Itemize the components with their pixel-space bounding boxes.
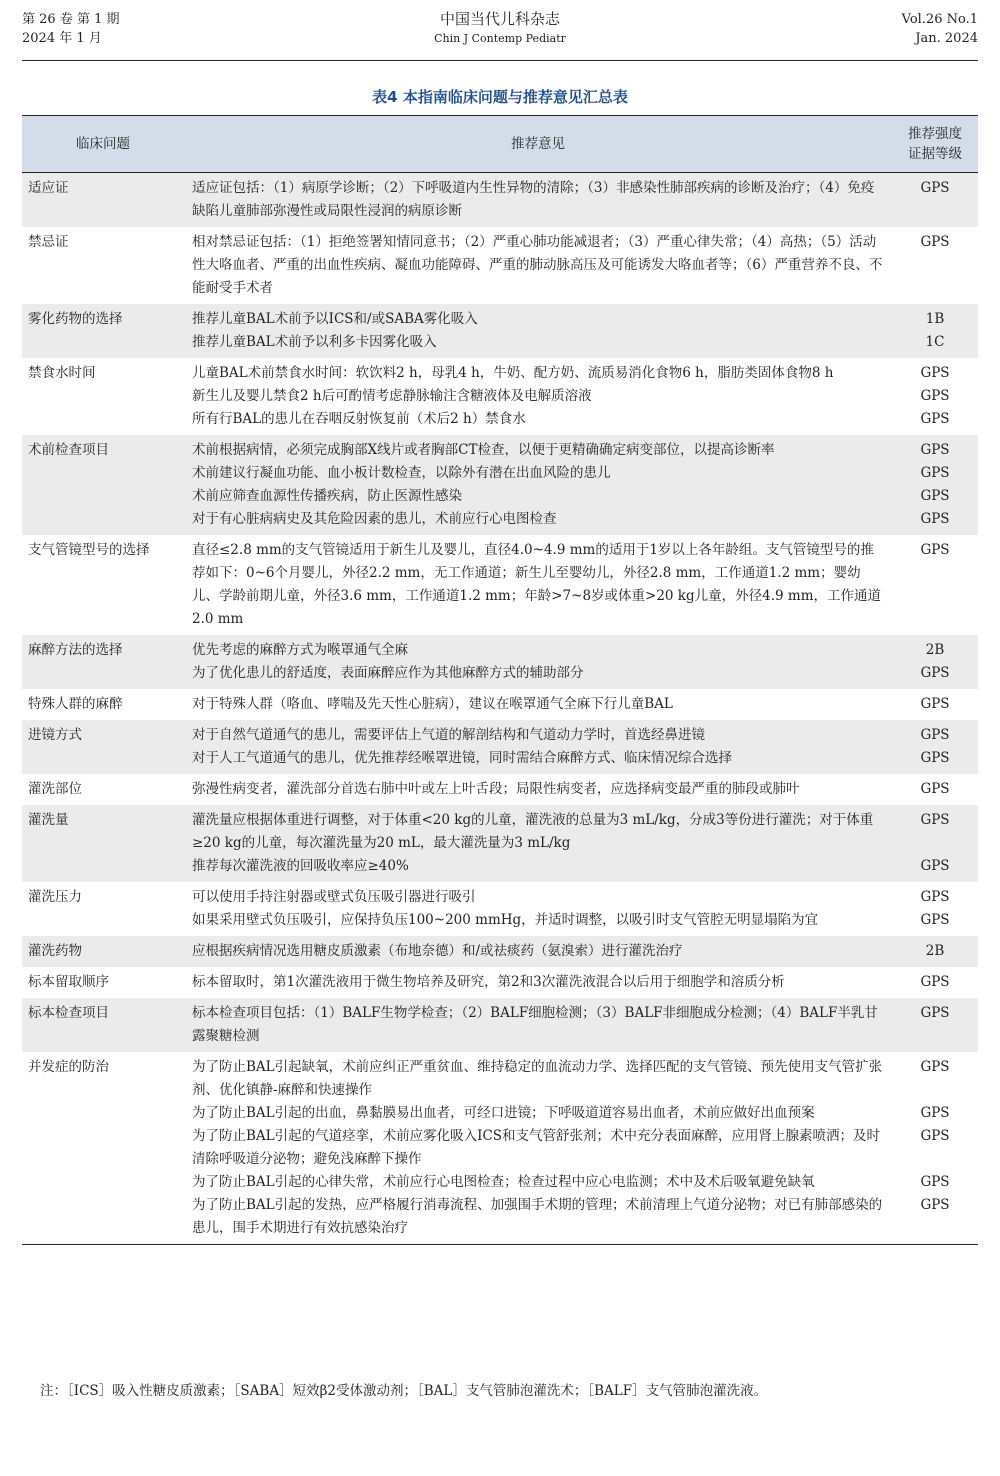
recommendation-text: 对于人工气道通气的患儿，优先推荐经喉罩进镜，同时需结合麻醉方式、临床情况综合选择 <box>192 750 732 766</box>
grade-cell <box>892 998 978 1052</box>
grade-cell <box>892 882 978 936</box>
grade-text: GPS <box>920 180 950 196</box>
grade-cell <box>892 227 978 304</box>
recommendation-cell <box>184 535 892 635</box>
clinical-question: 禁忌证 <box>28 234 69 250</box>
header-question: 临床问题 <box>22 116 184 173</box>
recommendation-cell <box>184 227 892 304</box>
clinical-question: 标本留取顺序 <box>28 974 109 990</box>
clinical-question: 灌洗药物 <box>28 943 82 959</box>
table-footnote: 注：［ICS］吸入性糖皮质激素；［SABA］短效β2受体激动剂；［BAL］支气管肺泡灌洗术；［BALF］支气管肺泡灌洗液。 <box>40 1383 768 1399</box>
recommendation-text: 为了优化患儿的舒适度，表面麻醉应作为其他麻醉方式的辅助部分 <box>192 665 584 681</box>
grade-text: GPS <box>920 727 950 743</box>
grade-text: GPS <box>920 696 950 712</box>
grade-text: GPS <box>920 511 950 527</box>
grade-text: GPS <box>920 365 950 381</box>
grade-text: GPS <box>920 442 950 458</box>
clinical-question: 标本检查项目 <box>28 1005 109 1021</box>
recommendation-text: 术前根据病情，必须完成胸部X线片或者胸部CT检查，以便于更精确确定病变部位，以提高诊断率 <box>192 442 775 458</box>
recommendation-text: 适应证包括：（1）病原学诊断；（2）下呼吸道内生性异物的清除；（3）非感染性肺部疾病的诊断及治疗；（4）免疫缺陷儿童肺部弥漫性或局限性浸润的病原诊断 <box>192 180 875 219</box>
grade-text: 1C <box>925 334 945 350</box>
recommendation-cell <box>184 805 892 882</box>
clinical-question: 麻醉方法的选择 <box>28 642 123 658</box>
grade-text: GPS <box>920 542 950 558</box>
recommendation-text: 弥漫性病变者，灌洗部分首选右肺中叶或左上叶舌段；局限性病变者，应选择病变最严重的肺段或肺叶 <box>192 781 800 797</box>
clinical-question: 灌洗部位 <box>28 781 82 797</box>
date-en: Jan. 2024 <box>915 31 978 46</box>
table-row <box>22 882 978 936</box>
table-row <box>22 358 978 435</box>
grade-text: 2B <box>925 943 945 959</box>
recommendation-cell <box>184 689 892 720</box>
table-row <box>22 720 978 774</box>
grade-text: GPS <box>920 912 950 928</box>
recommendation-text: 对于特殊人群（咯血、哮喘及先天性心脏病），建议在喉罩通气全麻下行儿童BAL <box>192 696 673 712</box>
grade-cell <box>892 358 978 435</box>
recommendation-cell <box>184 635 892 689</box>
recommendation-text: 所有行BAL的患儿在吞咽反射恢复前（术后2 h）禁食水 <box>192 411 526 427</box>
recommendation-text: 标本检查项目包括：（1）BALF生物学检查；（2）BALF细胞检测；（3）BALF非细胞成分检测；（4）BALF半乳甘露聚糖检测 <box>192 1005 878 1044</box>
table-row <box>22 227 978 304</box>
recommendation-text: 儿童BAL术前禁食水时间：软饮料2 h，母乳4 h，牛奶、配方奶、流质易消化食物6 h，脂肪类固体食物8 h <box>192 365 834 381</box>
clinical-question: 并发症的防治 <box>22 1052 184 1245</box>
recommendation-cell <box>184 720 892 774</box>
recommendation-text: 对于有心脏病病史及其危险因素的患儿，术前应行心电图检查 <box>192 511 557 527</box>
grade-cell <box>892 689 978 720</box>
grade-cell <box>892 936 978 967</box>
recommendation-text: 术前应筛查血源性传播疾病，防止医源性感染 <box>192 488 462 504</box>
grade-text: GPS <box>920 750 950 766</box>
grade-text: GPS <box>920 1059 950 1075</box>
recommendation-cell <box>184 358 892 435</box>
table-row <box>22 635 978 689</box>
header-grade-line1: 推荐强度 <box>908 126 962 142</box>
grade-cell <box>892 435 978 535</box>
grade-text: 1B <box>925 311 945 327</box>
recommendation-cell <box>184 774 892 805</box>
table-row <box>22 936 978 967</box>
clinical-question: 雾化药物的选择 <box>28 311 123 327</box>
journal-title <box>0 10 1000 48</box>
grade-cell <box>892 535 978 635</box>
recommendation-cell <box>184 998 892 1052</box>
recommendation-cell <box>184 1052 892 1245</box>
header-rule <box>22 60 978 61</box>
grade-text: GPS <box>920 812 950 828</box>
recommendation-text: 可以使用手持注射器或壁式负压吸引器进行吸引 <box>192 889 476 905</box>
journal-title-en: Chin J Contemp Pediatr <box>434 32 566 45</box>
grade-cell <box>892 774 978 805</box>
table-row <box>22 689 978 720</box>
table-row <box>22 998 978 1052</box>
recommendation-text: 优先考虑的麻醉方式为喉罩通气全麻 <box>192 642 408 658</box>
table-row <box>22 805 978 882</box>
recommendation-text: 为了防止BAL引起的出血，鼻黏膜易出血者，可经口进镜；下呼吸道道容易出血者，术前应做好出血预案 <box>192 1105 815 1121</box>
recommendation-text: 推荐儿童BAL术前予以ICS和/或SABA雾化吸入 <box>192 311 478 327</box>
grade-text: GPS <box>920 411 950 427</box>
recommendation-cell <box>184 967 892 998</box>
recommendation-table <box>22 115 978 1245</box>
grade-cell <box>892 805 978 882</box>
grade-text: GPS <box>920 1174 950 1190</box>
recommendation-cell <box>184 882 892 936</box>
grade-text: GPS <box>920 974 950 990</box>
clinical-question: 支气管镜型号的选择 <box>28 542 150 558</box>
table-row <box>22 535 978 635</box>
recommendation-cell <box>184 173 892 228</box>
volume-issue-cn: 第 26 卷 第 1 期 <box>22 12 120 27</box>
recommendation-text: 为了防止BAL引起的气道痉挛，术前应雾化吸入ICS和支气管舒张剂；术中充分表面麻醉，应用肾上腺素喷洒；及时清除呼吸道分泌物；避免浅麻醉下操作 <box>192 1128 881 1167</box>
recommendation-text: 对于自然气道通气的患儿，需要评估上气道的解剖结构和气道动力学时，首选经鼻进镜 <box>192 727 705 743</box>
grade-text: GPS <box>920 465 950 481</box>
recommendation-text: 推荐儿童BAL术前予以利多卡因雾化吸入 <box>192 334 437 350</box>
recommendation-cell <box>184 435 892 535</box>
recommendation-text: 标本留取时，第1次灌洗液用于微生物培养及研究，第2和3次灌洗液混合以后用于细胞学和溶质分析 <box>192 974 785 990</box>
grade-text: GPS <box>920 858 950 874</box>
grade-cell <box>892 720 978 774</box>
recommendation-text: 为了防止BAL引起缺氧，术前应纠正严重贫血、维持稳定的血流动力学、选择匹配的支气管镜、预先使用支气管扩张剂、优化镇静-麻醉和快速操作 <box>192 1059 883 1098</box>
grade-text: GPS <box>920 488 950 504</box>
table-row <box>22 173 978 228</box>
table-body <box>22 173 978 1245</box>
recommendation-cell <box>184 304 892 358</box>
header-grade-line2: 证据等级 <box>908 146 962 162</box>
table-row <box>22 304 978 358</box>
header-recommendation: 推荐意见 <box>184 116 892 173</box>
recommendation-text: 术前建议行凝血功能、血小板计数检查，以除外有潜在出血风险的患儿 <box>192 465 611 481</box>
recommendation-text: 应根据疾病情况选用糖皮质激素（布地奈德）和/或祛痰药（氨溴索）进行灌洗治疗 <box>192 943 683 959</box>
grade-text: GPS <box>920 665 950 681</box>
recommendation-cell <box>184 936 892 967</box>
clinical-question: 灌洗压力 <box>28 889 82 905</box>
grade-text: GPS <box>920 1197 950 1213</box>
table-row <box>22 1052 978 1245</box>
grade-text: GPS <box>920 234 950 250</box>
grade-cell <box>892 1052 978 1245</box>
grade-cell <box>892 304 978 358</box>
table-row <box>22 435 978 535</box>
clinical-question: 进镜方式 <box>28 727 82 743</box>
recommendation-text: 为了防止BAL引起的心律失常，术前应行心电图检查；检查过程中应心电监测；术中及术后吸氧避免缺氧 <box>192 1174 815 1190</box>
clinical-question: 灌洗量 <box>28 812 69 828</box>
table-row <box>22 967 978 998</box>
recommendation-text: 新生儿及婴儿禁食2 h后可酌情考虑静脉输注含糖液体及电解质溶液 <box>192 388 592 404</box>
recommendation-text: 为了防止BAL引起的发热，应严格履行消毒流程、加强围手术期的管理；术前清理上气道分泌物；对已有肺部感染的患儿，围手术期进行有效抗感染治疗 <box>192 1197 883 1236</box>
clinical-question: 特殊人群的麻醉 <box>28 696 123 712</box>
recommendation-text: 推荐每次灌洗液的回吸收率应≥40% <box>192 858 409 874</box>
grade-text: 2B <box>925 642 945 658</box>
date-cn: 2024 年 1 月 <box>22 31 102 46</box>
grade-text: GPS <box>920 1005 950 1021</box>
clinical-question: 术前检查项目 <box>28 442 109 458</box>
grade-text: GPS <box>920 1105 950 1121</box>
recommendation-text: 直径≤2.8 mm的支气管镜适用于新生儿及婴儿，直径4.0~4.9 mm的适用于1岁以上各年龄组。支气管镜型号的推荐如下：0~6个月婴儿，外径2.2 mm，无工作通道；新生儿至婴幼儿，外径2.8 mm，工作通道1.2 mm；婴幼儿、学龄前期儿童，外径3.6 mm，工作通道1.2 mm；年龄>7~8岁或体重>20 kg儿童，外径4.9 mm，工作通道2.0 mm <box>192 542 881 627</box>
table-row <box>22 774 978 805</box>
grade-cell <box>892 173 978 228</box>
grade-text: GPS <box>920 388 950 404</box>
journal-volume-en <box>902 10 978 48</box>
table-caption: 表4 本指南临床问题与推荐意见汇总表 <box>372 88 628 106</box>
grade-cell <box>892 635 978 689</box>
grade-cell <box>892 967 978 998</box>
grade-text: GPS <box>920 781 950 797</box>
recommendation-text: 相对禁忌证包括：（1）拒绝签署知情同意书；（2）严重心肺功能减退者；（3）严重心律失常；（4）高热；（5）活动性大咯血者、严重的出血性疾病、凝血功能障碍、严重的肺动脉高压及可能诱发大咯血者等；（6）严重营养不良、不能耐受手术者 <box>192 234 883 296</box>
grade-text: GPS <box>920 889 950 905</box>
table-header-row <box>22 116 978 173</box>
grade-text: GPS <box>920 1128 950 1144</box>
clinical-question: 禁食水时间 <box>28 365 96 381</box>
recommendation-text: 如果采用壁式负压吸引，应保持负压100~200 mmHg，并适时调整，以吸引时支气管腔无明显塌陷为宜 <box>192 912 819 928</box>
header-grade <box>892 116 978 173</box>
journal-title-cn: 中国当代儿科杂志 <box>439 10 560 28</box>
volume-issue-en: Vol.26 No.1 <box>901 12 978 27</box>
clinical-question: 适应证 <box>28 180 69 196</box>
recommendation-text: 灌洗量应根据体重进行调整，对于体重<20 kg的儿童，灌洗液的总量为3 mL/kg，分成3等份进行灌洗；对于体重≥20 kg的儿童，每次灌洗量为20 mL，最大灌洗量为3 mL/kg <box>192 812 874 851</box>
